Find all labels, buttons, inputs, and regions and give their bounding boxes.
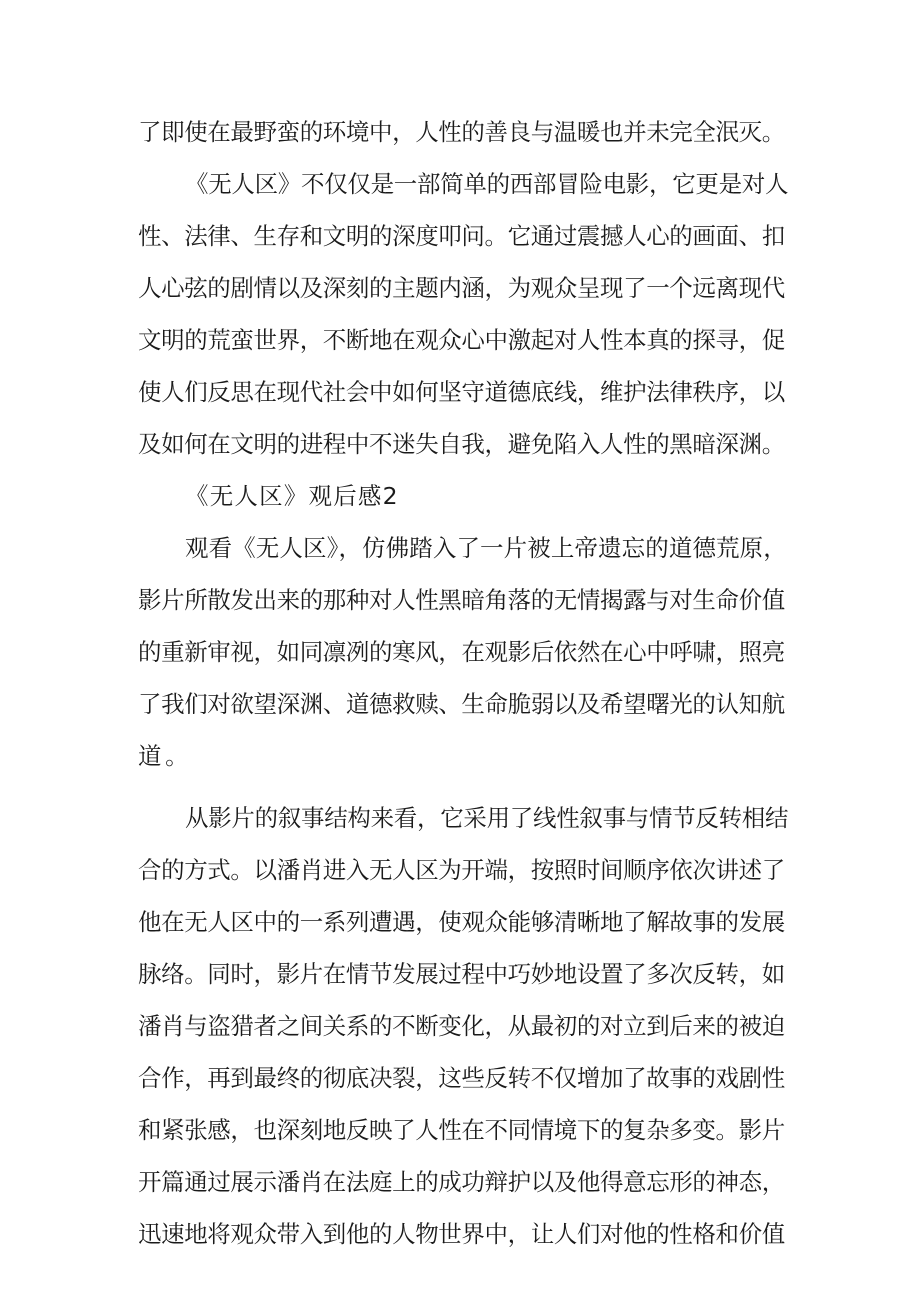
text-line: 脉络。同时，影片在情节发展过程中巧妙地设置了多次反转，如: [138, 960, 785, 988]
text-line: 开篇通过展示潘肖在法庭上的成功辩护以及他得意忘形的神态，: [138, 1168, 785, 1196]
text-line: 使人们反思在现代社会中如何坚守道德底线，维护法律秩序，以: [138, 378, 785, 406]
text-line: 文明的荒蛮世界，不断地在观众心中激起对人性本真的探寻，促: [138, 326, 785, 354]
text-line: 他在无人区中的一系列遭遇，使观众能够清晰地了解故事的发展: [138, 908, 785, 936]
section-title: 《无人区》观后感2: [185, 482, 399, 510]
text-line: 潘肖与盗猎者之间关系的不断变化，从最初的对立到后来的被迫: [138, 1012, 785, 1040]
text-line: 人心弦的剧情以及深刻的主题内涵，为观众呈现了一个远离现代: [138, 274, 785, 302]
text-line: 观看《无人区》，仿佛踏入了一片被上帝遗忘的道德荒原，: [185, 534, 787, 562]
text-line: 合的方式。以潘肖进入无人区为开端，按照时间顺序依次讲述了: [138, 856, 785, 884]
text-line: 的重新审视，如同凛冽的寒风，在观影后依然在心中呼啸，照亮: [138, 638, 785, 666]
text-line: 迅速地将观众带入到他的人物世界中，让人们对他的性格和价值: [138, 1220, 785, 1248]
text-line: 及如何在文明的进程中不迷失自我，避免陷入人性的黑暗深渊。: [138, 430, 785, 458]
text-line: 《无人区》不仅仅是一部简单的西部冒险电影，它更是对人: [185, 170, 789, 198]
text-line: 道。: [138, 742, 193, 770]
text-line: 和紧张感，也深刻地反映了人性在不同情境下的复杂多变。影片: [138, 1116, 785, 1144]
text-line: 从影片的叙事结构来看，它采用了线性叙事与情节反转相结: [185, 804, 789, 832]
text-line: 了即使在最野蛮的环境中，人性的善良与温暖也并未完全泯灭。: [138, 118, 785, 146]
text-line: 合作，再到最终的彻底决裂，这些反转不仅增加了故事的戏剧性: [138, 1064, 785, 1092]
text-line: 了我们对欲望深渊、道德救赎、生命脆弱以及希望曙光的认知航: [138, 690, 785, 718]
text-line: 影片所散发出来的那种对人性黑暗角落的无情揭露与对生命价值: [138, 586, 785, 614]
text-line: 性、法律、生存和文明的深度叩问。它通过震撼人心的画面、扣: [138, 222, 785, 250]
